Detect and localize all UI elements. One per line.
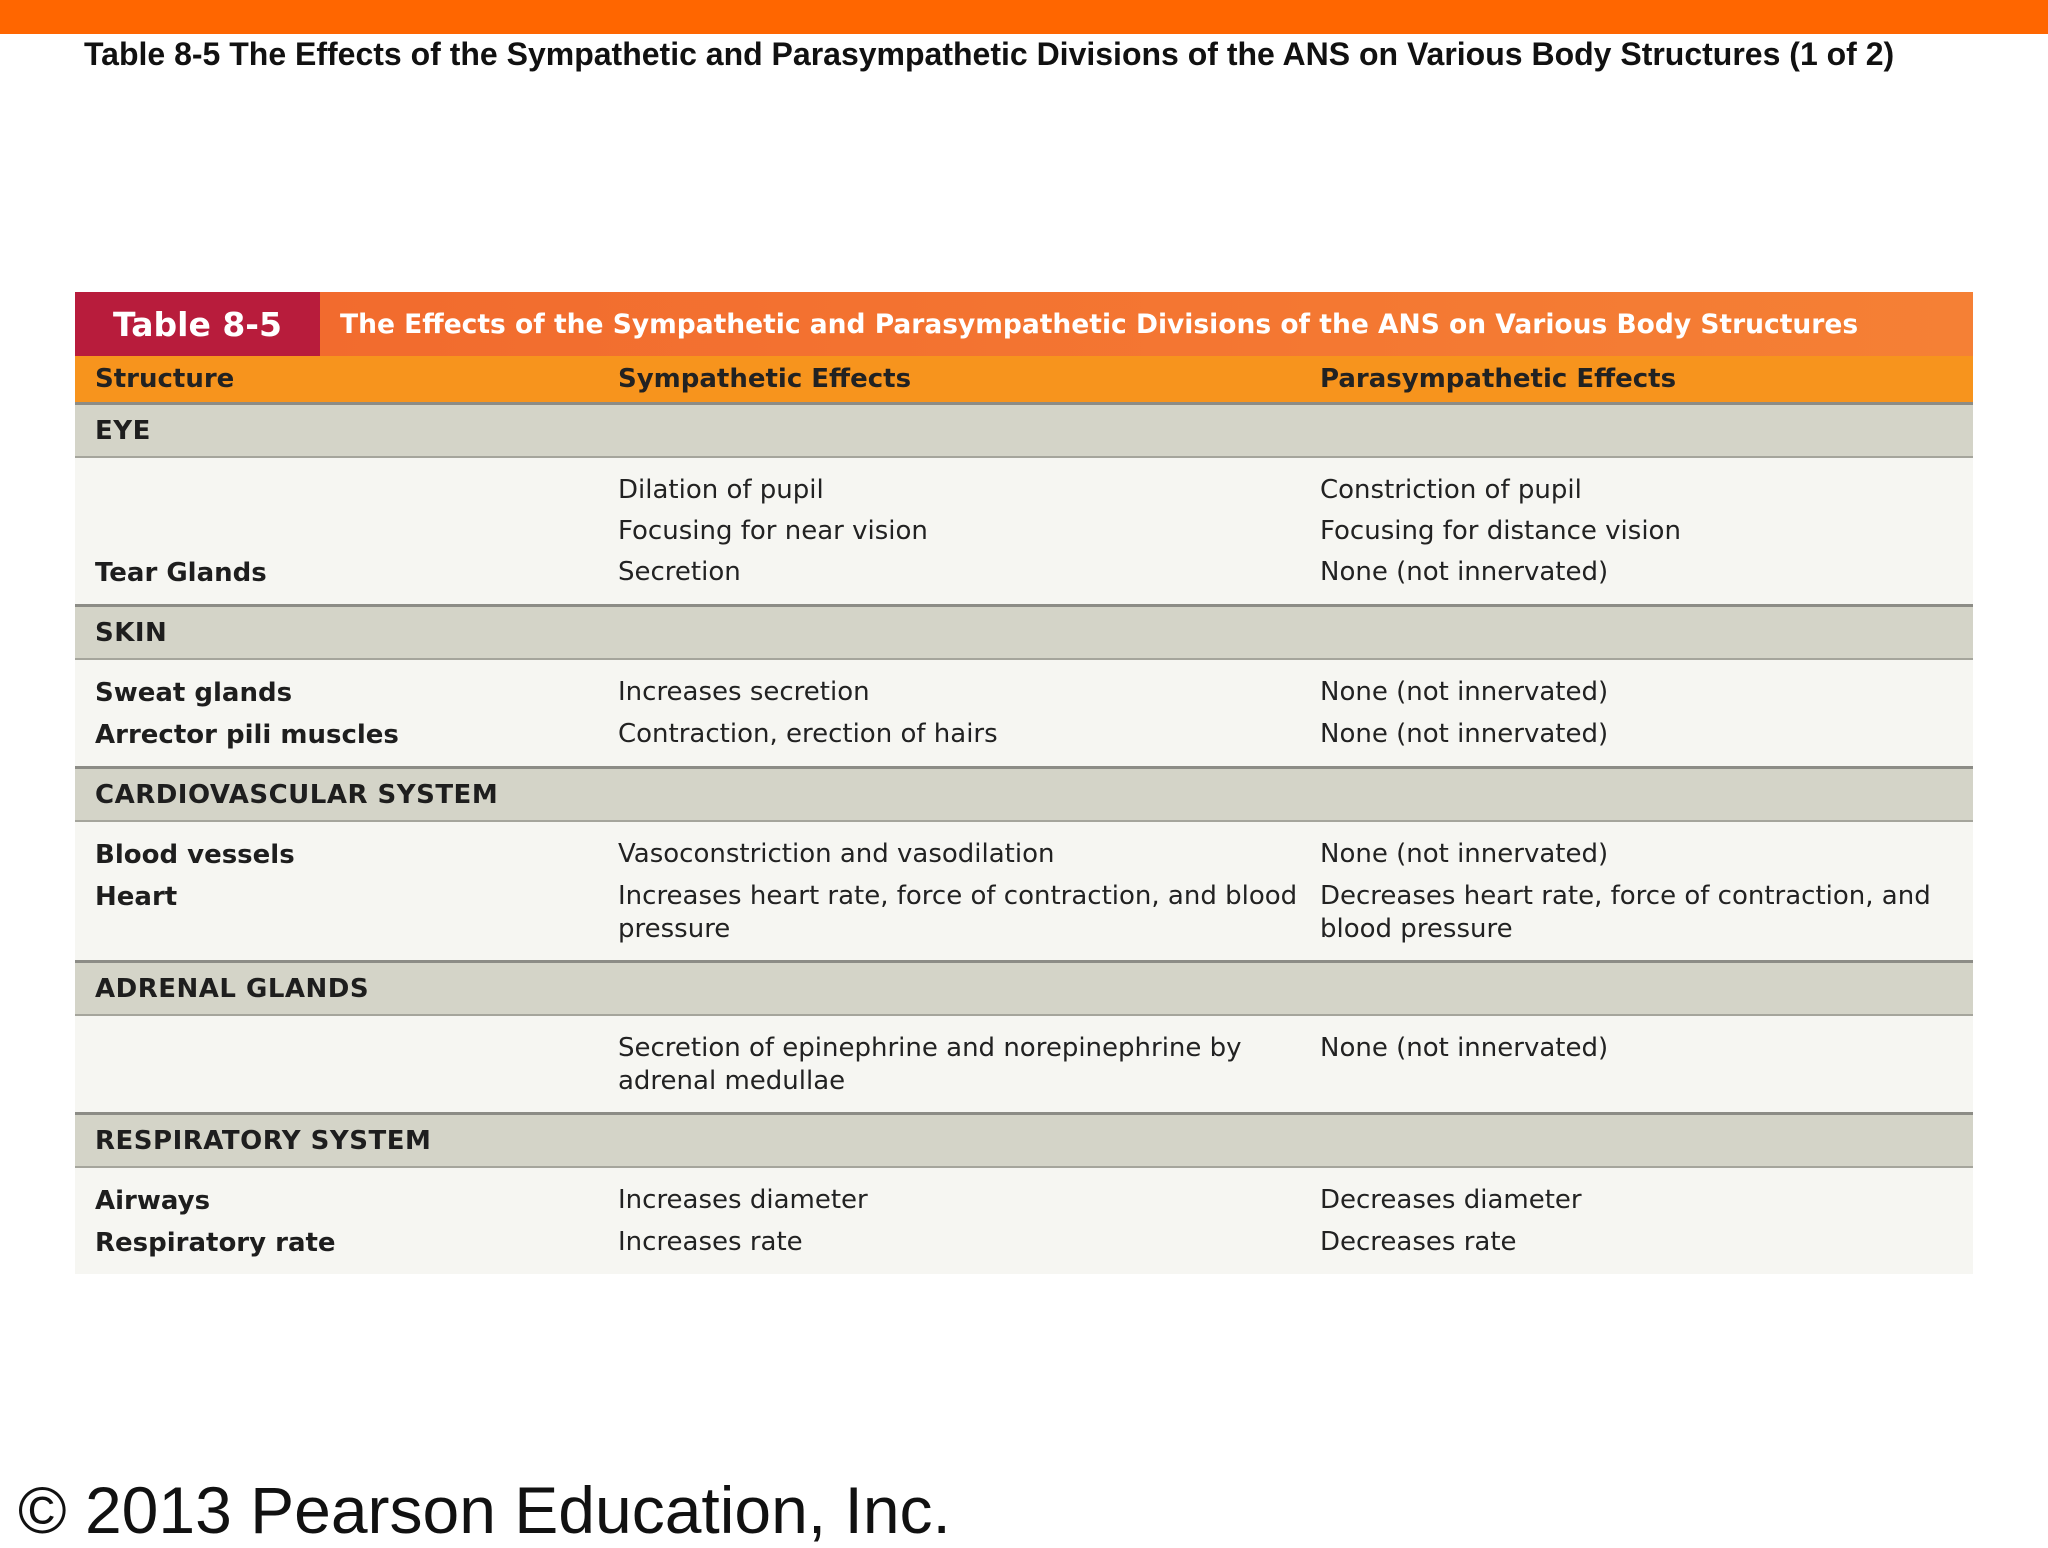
section-body-cardiovascular (75, 822, 1973, 963)
cell-sympathetic: Contraction, erection of hairs (618, 719, 998, 749)
cell-parasympathetic: None (not innervated) (1320, 677, 1609, 707)
cell-parasympathetic: None (not innervated) (1320, 839, 1609, 869)
section-body-eye (75, 458, 1973, 607)
table-row (75, 1222, 1973, 1264)
table-row (75, 511, 1973, 552)
section-title: ADRENAL GLANDS (95, 973, 370, 1004)
cell-parasympathetic: Constriction of pupil (1320, 475, 1582, 505)
table-row (75, 552, 1973, 594)
table-row (75, 672, 1973, 714)
section-header-cardiovascular (75, 769, 1973, 822)
header-parasympathetic: Parasympathetic Effects (1320, 364, 1677, 394)
section-header-adrenal (75, 963, 1973, 1016)
cell-structure: Blood vessels (95, 840, 295, 870)
header-structure: Structure (95, 364, 235, 394)
section-header-eye (75, 405, 1973, 458)
cell-parasympathetic: None (not innervated) (1320, 557, 1609, 587)
cell-sympathetic: Dilation of pupil (618, 475, 824, 505)
cell-sympathetic: Secretion of epinephrine and norepinephrine by adrenal medullae (618, 1033, 1242, 1096)
column-header-row (75, 356, 1973, 405)
cell-structure: Heart (95, 882, 178, 912)
cell-sympathetic: Increases secretion (618, 677, 870, 707)
table-row (75, 876, 1973, 950)
section-header-respiratory (75, 1115, 1973, 1168)
copyright-footer: © 2013 Pearson Education, Inc. (18, 1473, 951, 1547)
cell-parasympathetic: None (not innervated) (1320, 1033, 1609, 1063)
section-title: EYE (95, 415, 151, 446)
table-row (75, 1180, 1973, 1222)
cell-sympathetic: Secretion (618, 557, 741, 587)
table-row (75, 470, 1973, 511)
section-header-skin (75, 607, 1973, 660)
header-sympathetic: Sympathetic Effects (618, 364, 912, 394)
section-title: RESPIRATORY SYSTEM (95, 1125, 432, 1156)
cell-structure: Respiratory rate (95, 1228, 336, 1258)
table-title: The Effects of the Sympathetic and Parasympathetic Divisions of the ANS on Various Body Structures (320, 292, 1973, 356)
cell-parasympathetic: Decreases heart rate, force of contraction, and blood pressure (1320, 881, 1931, 944)
effects-table (75, 292, 1973, 1274)
slide-title: Table 8-5 The Effects of the Sympathetic and Parasympathetic Divisions of the ANS on Various Body Structures (1 of 2) (84, 36, 1895, 72)
section-title: SKIN (95, 617, 168, 648)
table-row (75, 714, 1973, 756)
cell-structure: Sweat glands (95, 678, 293, 708)
cell-sympathetic: Vasoconstriction and vasodilation (618, 839, 1055, 869)
top-accent-bar (0, 0, 2048, 34)
cell-parasympathetic: None (not innervated) (1320, 719, 1609, 749)
cell-sympathetic: Increases diameter (618, 1185, 868, 1215)
section-body-skin (75, 660, 1973, 769)
cell-sympathetic: Increases heart rate, force of contraction, and blood pressure (618, 881, 1298, 944)
cell-sympathetic: Focusing for near vision (618, 516, 928, 546)
cell-parasympathetic: Decreases rate (1320, 1227, 1517, 1257)
section-body-adrenal (75, 1016, 1973, 1115)
table-label: Table 8-5 (75, 292, 320, 356)
cell-structure: Airways (95, 1186, 211, 1216)
table-row (75, 1028, 1973, 1102)
table-row (75, 834, 1973, 876)
cell-structure: Tear Glands (95, 558, 267, 588)
table-banner (75, 292, 1973, 356)
cell-parasympathetic: Decreases diameter (1320, 1185, 1582, 1215)
section-title: CARDIOVASCULAR SYSTEM (95, 779, 499, 810)
cell-parasympathetic: Focusing for distance vision (1320, 516, 1681, 546)
cell-structure: Arrector pili muscles (95, 720, 399, 750)
section-body-respiratory (75, 1168, 1973, 1274)
cell-sympathetic: Increases rate (618, 1227, 803, 1257)
